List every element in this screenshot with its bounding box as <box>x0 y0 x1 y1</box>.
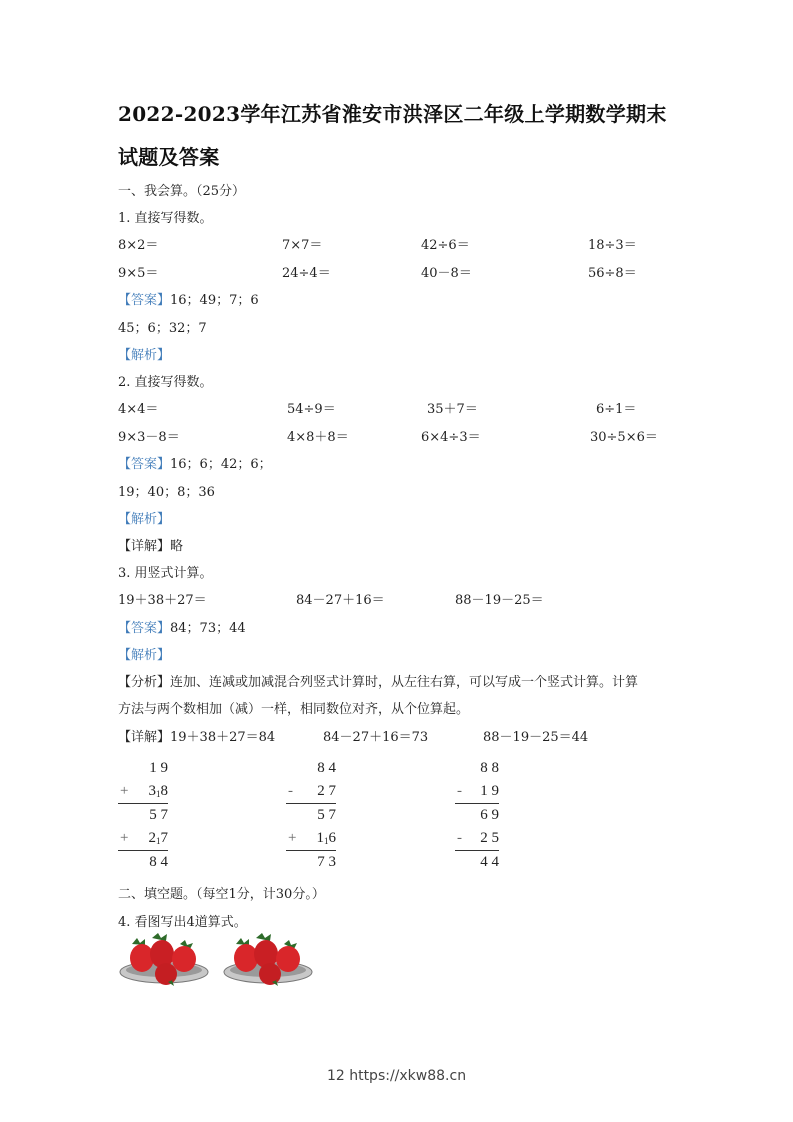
q2-problem: 30÷5×6＝ <box>590 430 658 445</box>
strawberry-plate-image <box>222 932 314 990</box>
q1-problem: 40－8＝ <box>421 266 472 281</box>
q1-problem: 42÷6＝ <box>421 238 470 253</box>
q1-answer-line2: 45；6；32；7 <box>118 321 207 336</box>
q2-analysis-tag: 【解析】 <box>118 512 171 527</box>
q3-detail-item: 88－19－25＝44 <box>483 730 589 745</box>
q2-answer <box>118 453 272 472</box>
detail-tag: 【详解】 <box>118 539 171 554</box>
q1-problem: 18÷3＝ <box>588 238 637 253</box>
detail-text: 略 <box>170 539 184 554</box>
document-title-line2: 试题及答案 <box>118 145 220 169</box>
q2-problem: 4×4＝ <box>118 402 159 417</box>
q3-fenxi-line2: 方法与两个数相加（减）一样，相同数位对齐，从个位算起。 <box>118 702 470 717</box>
q1-problem: 8×2＝ <box>118 238 159 253</box>
q4-label: 4. 看图写出4道算式。 <box>118 915 247 930</box>
fenxi-text: 连加、连减或加减混合列竖式计算时，从左往右算，可以写成一个竖式计算。计算 <box>170 675 639 690</box>
q2-problem: 6÷1＝ <box>596 402 637 417</box>
q3-label: 3. 用竖式计算。 <box>118 566 213 581</box>
q1-problem: 9×5＝ <box>118 266 159 281</box>
q3-analysis-tag: 【解析】 <box>118 648 171 663</box>
detail-text: 19＋38＋27＝84 <box>170 730 276 745</box>
q2-problem: 54÷9＝ <box>287 402 336 417</box>
vertical-calc-1: 1 9 + 318 5 7 + 217 8 4 <box>120 760 168 870</box>
q1-answer <box>118 289 259 308</box>
detail-tag: 【详解】 <box>118 730 171 745</box>
q1-problem: 7×7＝ <box>282 238 323 253</box>
q3-problem: 84－27＋16＝ <box>296 593 385 608</box>
document-title-line1: 2022-2023学年江苏省淮安市洪泽区二年级上学期数学期末 <box>118 102 667 126</box>
q1-analysis-tag: 【解析】 <box>118 348 171 363</box>
page-footer: 12 https://xkw88.cn <box>326 1068 467 1084</box>
answer-tag: 【答案】 <box>118 621 171 636</box>
section2-heading: 二、填空题。（每空1分，计30分。） <box>118 887 325 902</box>
q3-problem: 88－19－25＝ <box>455 593 544 608</box>
fenxi-tag: 【分析】 <box>118 675 171 690</box>
answer-tag: 【答案】 <box>118 457 171 472</box>
section1-heading: 一、我会算。（25分） <box>118 184 246 199</box>
q1-problem: 56÷8＝ <box>588 266 637 281</box>
answer-tag: 【答案】 <box>118 293 171 308</box>
q3-problem: 19＋38＋27＝ <box>118 593 207 608</box>
vertical-calc-3: 8 8 - 1 9 6 9 - 2 5 4 4 <box>457 760 499 870</box>
q3-detail <box>118 726 275 745</box>
q3-detail-item: 84－27＋16＝73 <box>323 730 429 745</box>
q2-detail <box>118 535 183 554</box>
q3-fenxi <box>118 671 638 690</box>
q2-answer-line2: 19；40；8；36 <box>118 485 215 500</box>
strawberry-plate-image <box>118 932 210 990</box>
q3-answer <box>118 617 246 636</box>
answer-text: 16；6；42；6； <box>170 457 272 472</box>
q2-problem: 4×8＋8＝ <box>287 430 349 445</box>
q2-label: 2. 直接写得数。 <box>118 375 213 390</box>
q1-problem: 24÷4＝ <box>282 266 331 281</box>
vertical-calc-2: 8 4 - 2 7 5 7 + 116 7 3 <box>288 760 336 870</box>
answer-text: 84；73；44 <box>170 621 246 636</box>
answer-text: 16；49；7；6 <box>170 293 259 308</box>
q2-problem: 9×3－8＝ <box>118 430 180 445</box>
q1-label: 1. 直接写得数。 <box>118 211 213 226</box>
q2-problem: 35＋7＝ <box>427 402 478 417</box>
q2-problem: 6×4÷3＝ <box>421 430 481 445</box>
